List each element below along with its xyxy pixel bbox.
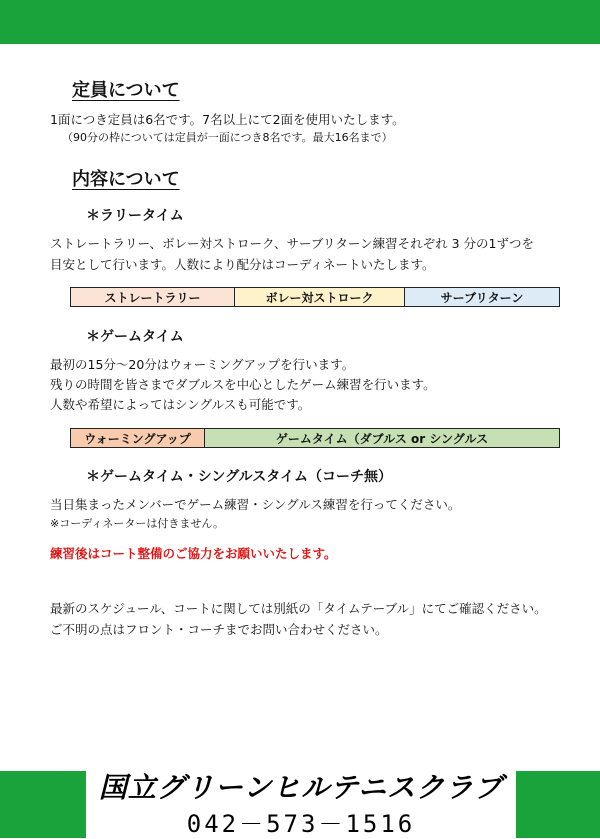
info-line-2: ご不明の点はフロント・コーチまでお問い合わせください。 [50, 622, 388, 637]
footer-logo-box [86, 764, 516, 838]
bar-segment-volley-stroke: ボレー対ストローク [235, 288, 405, 306]
bar-segment-serve-return: サーブリターン [405, 288, 559, 306]
bar-segment-game-time: ゲームタイム（ダブルス or シングルス [205, 429, 559, 447]
top-green-band [0, 0, 600, 44]
game-line-2: 残りの時間を皆さまでダブルスを中心としたゲーム練習を行います。 [50, 377, 436, 392]
singles-line-2: ※コーディネーターは付きません。 [50, 517, 224, 530]
capacity-line-1: 1面につき定員は6名です。7名以上にて2面を使用いたします。 [50, 112, 405, 127]
bar-segment-straight-rally: ストレートラリー [71, 288, 235, 306]
rally-line-1: ストレートラリー、ボレー対ストローク、サーブリターン練習それぞれ 3 分の1ずつを [50, 236, 534, 251]
singles-line-1: 当日集まったメンバーでゲーム練習・シングルス練習を行ってください。 [50, 497, 461, 512]
game-line-1: 最初の15分～20分はウォーミングアップを行います。 [50, 357, 355, 372]
court-maintenance-notice: 練習後はコート整備のご協力をお願いいたします。 [50, 546, 337, 561]
capacity-heading: 定員について [72, 80, 180, 101]
capacity-line-2: （90分の枠については定員が一面につき8名です。最大16名まで） [62, 131, 393, 144]
club-phone: 042－573－1516 [186, 810, 416, 838]
content-heading: 内容について [72, 169, 180, 190]
game-timeline-bar [70, 428, 560, 448]
game-heading: ＊ゲームタイム [86, 329, 184, 345]
rally-line-2: 目安として行います。人数により配分はコーディネートいたします。 [50, 257, 435, 272]
rally-timeline-bar [70, 287, 560, 307]
info-line-1: 最新のスケジュール、コートに関しては別紙の「タイムテーブル」にてご確認ください。 [50, 601, 547, 616]
singles-heading: ＊ゲームタイム・シングルスタイム（コーチ無） [86, 469, 392, 485]
club-name: 国立グリーンヒルテニスクラブ [98, 771, 504, 804]
game-line-3: 人数や希望によってはシングルスも可能です。 [50, 397, 311, 412]
rally-heading: ＊ラリータイム [86, 208, 184, 224]
bar-segment-warm-up: ウォーミングアップ [71, 429, 205, 447]
